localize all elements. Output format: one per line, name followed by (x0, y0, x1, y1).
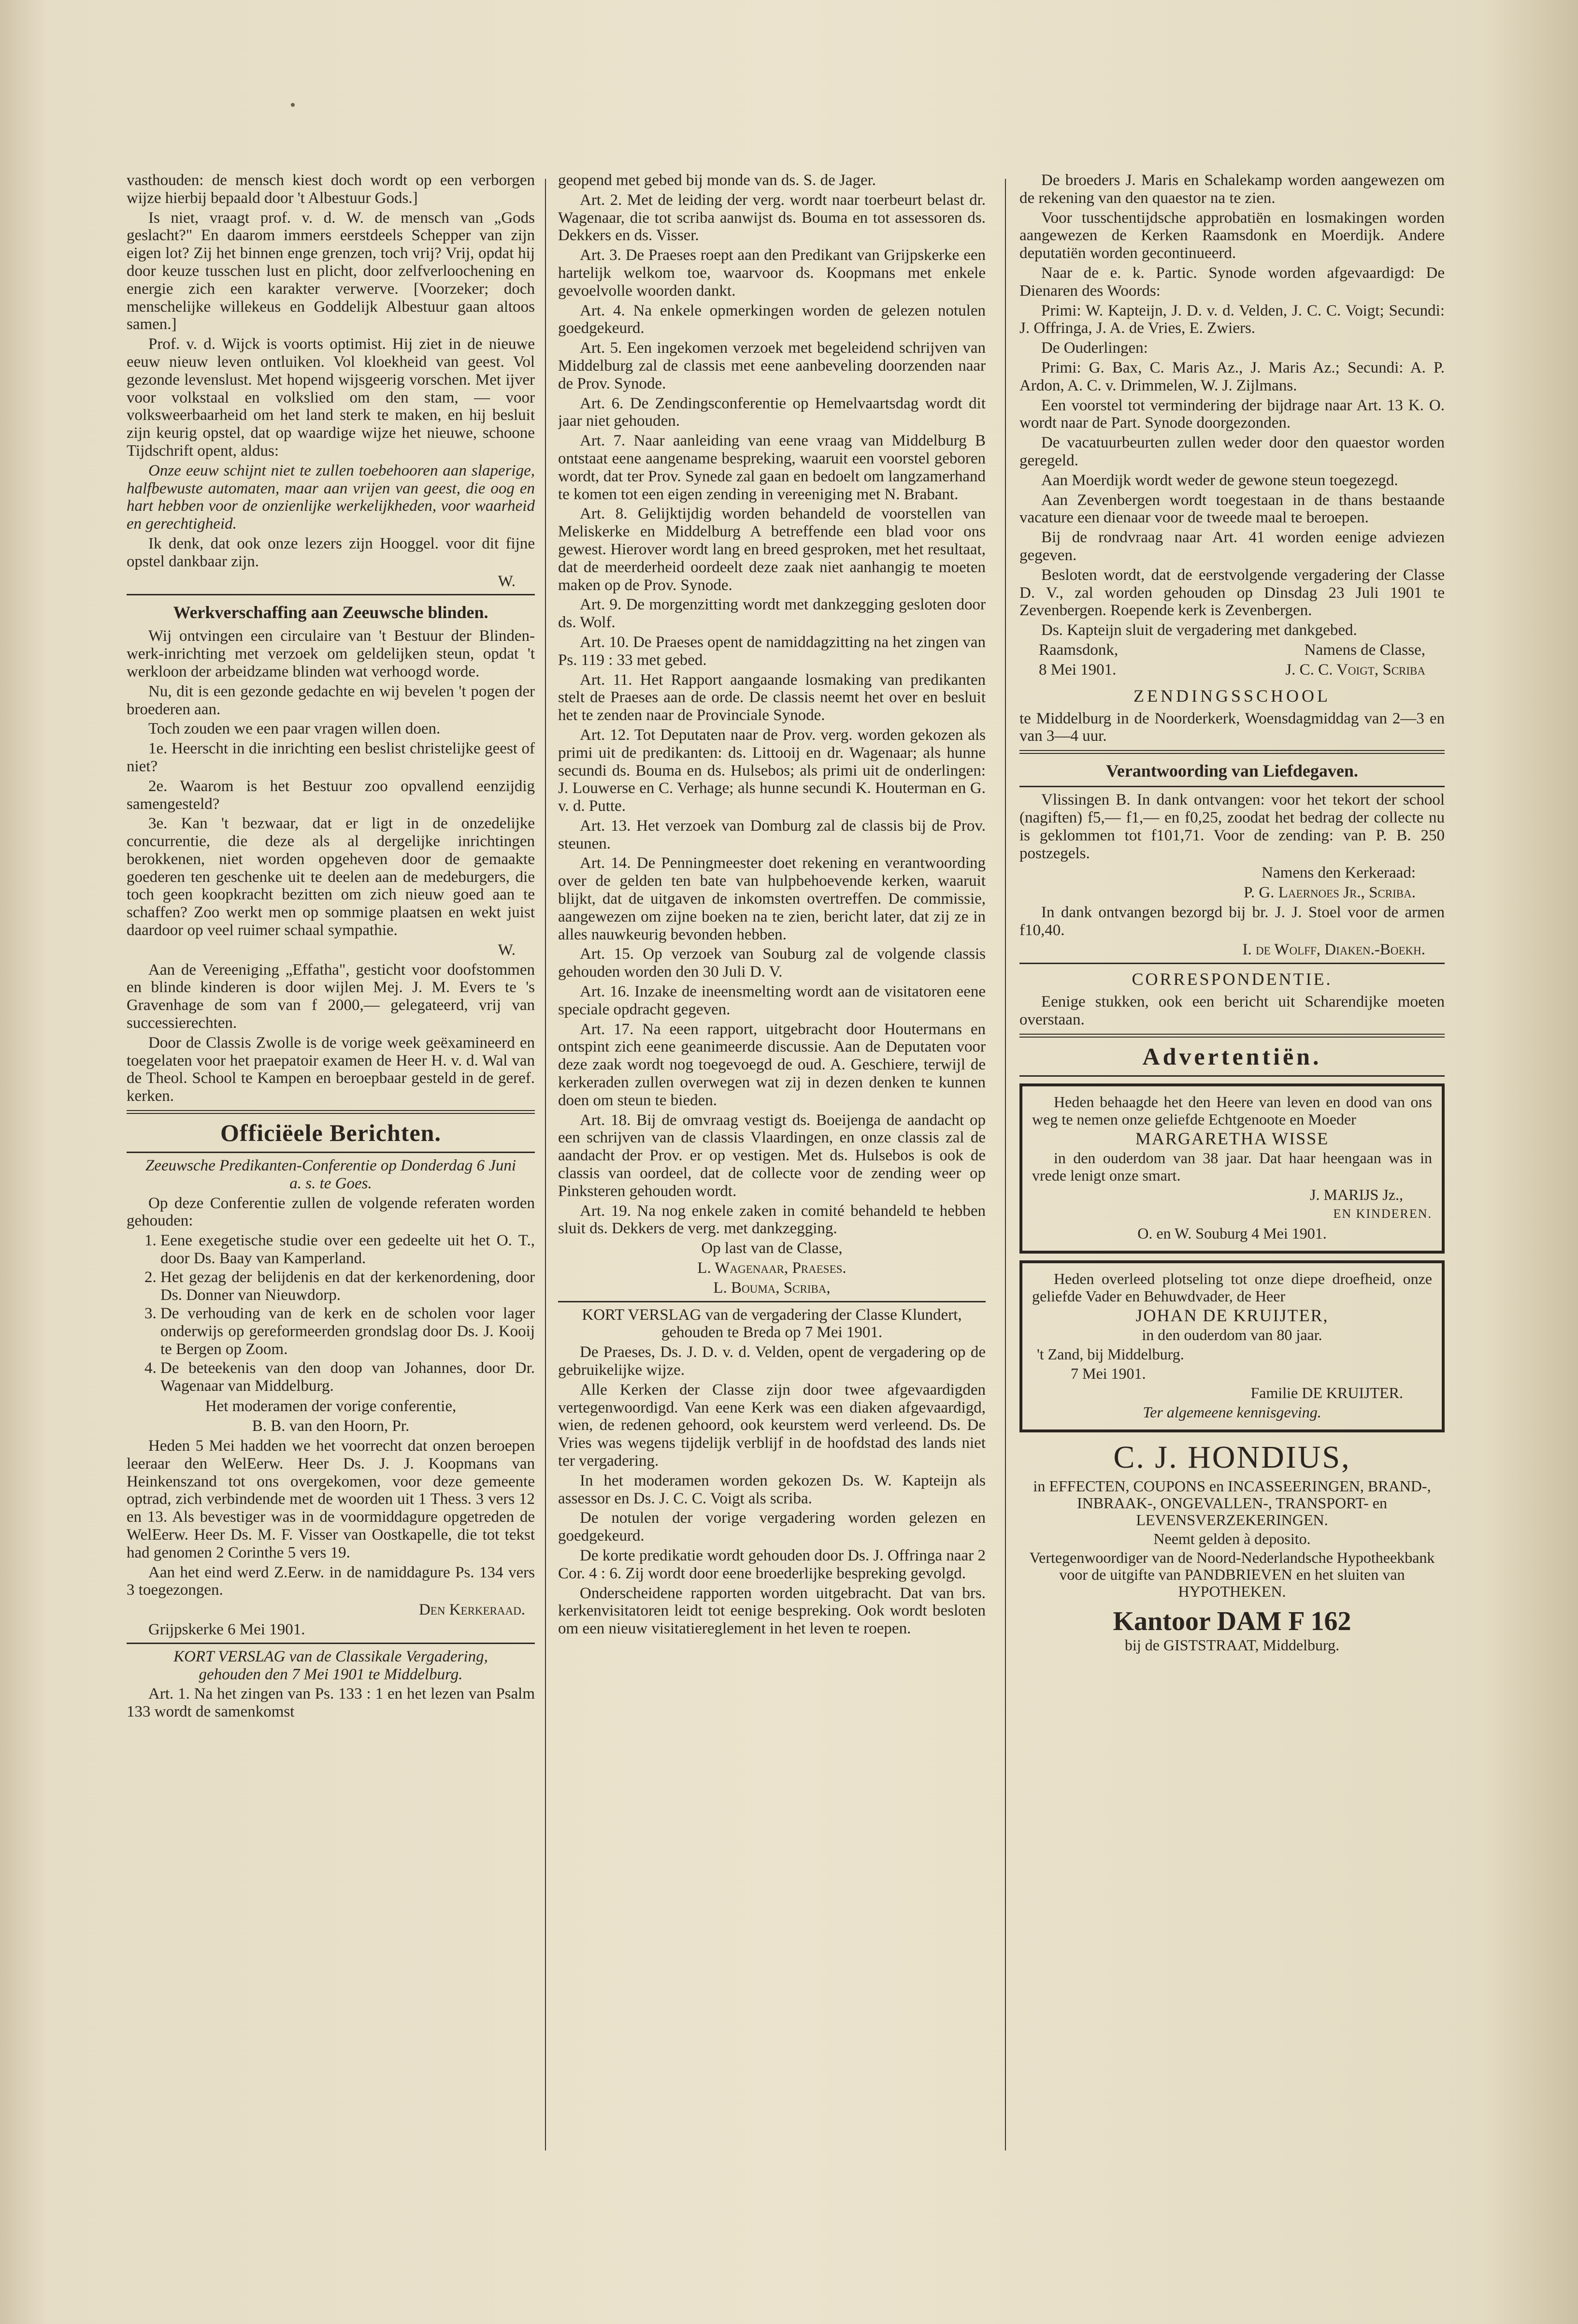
signature: Den Kerkeraad. (418, 1601, 525, 1619)
advertisement-obituary-1 (1019, 1083, 1445, 1254)
paragraph: Primi: W. Kapteijn, J. D. v. d. Velden, J. C. C. Voigt; Secundi: J. Offringa, J. A. de Vries, E. Zwiers. (1019, 302, 1445, 337)
ad-name: JOHAN DE KRUIJTER, (1135, 1305, 1329, 1325)
divider (127, 1110, 535, 1114)
divider (127, 594, 535, 595)
paragraph: Art. 6. De Zendingsconferentie op Hemelvaartsdag wordt dit jaar niet gehouden. (558, 394, 986, 430)
divider (127, 1152, 535, 1153)
paragraph: Art. 19. Na nog enkele zaken in comité behandeld te hebben sluit ds. Dekkers de verg. met dankzegging. (558, 1202, 986, 1238)
paragraph: De notulen der vorige vergadering worden gelezen en goedgekeurd. (558, 1509, 986, 1545)
page-spot (291, 103, 295, 107)
divider (558, 1301, 986, 1302)
list-item: 2. Het gezag der belijdenis en dat der kerkenordening, door Ds. Donner van Nieuwdorp. (160, 1269, 535, 1304)
paragraph: Ik denk, dat ook onze lezers zijn Hooggel. voor dit fijne opstel dankbaar zijn. (127, 534, 535, 570)
paragraph: Toch zouden we een paar vragen willen doen. (148, 720, 441, 738)
paragraph: Vlissingen B. In dank ontvangen: voor het tekort der school (nagiften) f5,— f1,— en f0,25, zoodat het bedrag der collecte nu is geklommen tot f101,71. Voor de zending: van P. B. 250 postzegels. (1019, 791, 1445, 862)
ad-text: Neemt gelden à deposito. (1153, 1530, 1311, 1547)
ad-text: Vertegenwoordiger van de Noord-Nederlandsche Hypotheekbank voor de uitgifte van PANDBRIEVEN en het sluiten van HYPOTHEKEN. (1029, 1548, 1435, 1600)
paragraph: Wij ontvingen een circulaire van 't Bestuur der Blinden-werk-inrichting met verzoek om geldelijken steun, opdat 't werkloon der arbeidzame blinden wat verhoogd worde. (127, 627, 535, 680)
referaten-list (127, 1232, 535, 1395)
paragraph: Onze eeuw schijnt niet te zullen toebehooren aan slaperige, halfbewuste automaten, maar aan vrijen van geest, die oog en hart hebben voor de onzienlijke werkelijkheden, voor waarheid en gerechtigheid. (127, 462, 535, 533)
signoff-row (1019, 641, 1445, 661)
paragraph: vasthouden: de mensch kiest doch wordt op een verborgen wijze hierbij bepaald door 't Albestuur Gods.] (127, 172, 535, 207)
paragraph: Aan Moerdijk wordt weder de gewone steun toegezegd. (1041, 471, 1398, 489)
section-heading: ZENDINGSSCHOOL (1133, 686, 1331, 706)
paragraph: In het moderamen worden gekozen Ds. W. Kapteijn als assessor en Ds. J. C. C. Voigt als scriba. (558, 1472, 986, 1507)
paragraph: Op deze Conferentie zullen de volgende referaten worden gehouden: (127, 1194, 535, 1230)
list-item: 3. De verhouding van de kerk en de scholen voor lager onderwijs op gereformeerden grondslag door Ds. J. Kooij te Bergen op Zoom. (160, 1305, 535, 1358)
paragraph: De vacatuurbeurten zullen weder door den quaestor worden geregeld. (1019, 434, 1445, 469)
paragraph: De broeders J. Maris en Schalekamp worden aangewezen om de rekening van den quaestor na te zien. (1019, 172, 1445, 207)
ad-text: Heden behaagde het den Heere van leven en dood van ons weg te nemen onze geliefde Echtgenoote en Moeder (1032, 1093, 1432, 1128)
paragraph: Nu, dit is een gezonde gedachte en wij bevelen 't pogen der broederen aan. (127, 682, 535, 718)
ad-signature: EN KINDEREN. (1333, 1206, 1432, 1221)
paragraph: Art. 11. Het Rapport aangaande losmaking van predikanten stelt de Praeses aan de orde. De classis neemt het over en besluit het te zenden naar de Provinciale Synode. (558, 671, 986, 724)
paragraph: Aan Zevenbergen wordt toegestaan in de thans bestaande vacature een dienaar voor de tweede maal te beroepen. (1019, 491, 1445, 527)
paragraph: Op last van de Classe, (701, 1240, 843, 1257)
paragraph: Art. 1. Na het zingen van Ps. 133 : 1 en het lezen van Psalm 133 wordt de samenkomst (127, 1685, 535, 1721)
ad-place: O. en W. Souburg 4 Mei 1901. (1137, 1224, 1327, 1242)
paragraph: Art. 18. Bij de omvraag vestigt ds. Boeijenga de aandacht op een schrijven van de classis Vlaardingen, en onze classis zal de aandacht der Prov. er op vestigen. Met ds. Hulsebos is ook de classis van oordeel, dat de collecte voor de zending weer op Pinksteren gehouden wordt. (558, 1111, 986, 1200)
ad-name: MARGARETHA WISSE (1135, 1128, 1329, 1148)
paragraph: Besloten wordt, dat de eerstvolgende vergadering der Classe D. V., zal worden gehouden op Dinsdag 23 Juli 1901 te Zevenbergen. Roepende kerk is Zevenbergen. (1019, 566, 1445, 620)
ad-text: in den ouderdom van 38 jaar. Dat haar heengaan was in vrede lenigt onze smart. (1032, 1149, 1432, 1184)
signature: J. C. C. Voigt, Scriba (1285, 661, 1425, 678)
paragraph: De Praeses, Ds. J. D. v. d. Velden, opent de vergadering op de gebruikelijke wijze. (558, 1343, 986, 1379)
paragraph: Prof. v. d. Wijck is voorts optimist. Hij ziet in de nieuwe eeuw nieuw leven ontluiken. Vol kloekheid van geest. Vol gezonde levenslust. Met hopend wijsgeerig vorschen. Met ijver voor volkstaal en volkslied om den stam, — voor volksweerbaarheid om het land sterk te maken, en hij besluit zijn keurig opstel, dat op waardige wijze het nieuwe, schoone Tijdschrift opent, aldus: (127, 335, 535, 460)
paragraph: Art. 7. Naar aanleiding van eene vraag van Middelburg B ontstaat eene aangename bespreking, waaruit een voorstel geboren wordt, dat ter Prov. Synede zal gaan en bedoelt om langzamerhand te komen tot een eigen zending in vereeniging met N. Brabant. (558, 432, 986, 503)
ad-text: Heden overleed plotseling tot onze diepe droefheid, onze geliefde Vader en Behuwdvader, de Heer (1032, 1270, 1432, 1305)
paragraph: Art. 10. De Praeses opent de namiddagzitting na het zingen van Ps. 119 : 33 met gebed. (558, 633, 986, 669)
ad-text: in den ouderdom van 80 jaar. (1142, 1326, 1322, 1343)
paragraph: Art. 5. Een ingekomen verzoek met begeleidend schrijven van Middelburg zal de classis met eene aanbeveling doorzenden naar de Prov. Synode. (558, 339, 986, 392)
subheading: KORT VERSLAG van de Classikale Vergadering, gehouden den 7 Mei 1901 te Middelburg. (173, 1647, 488, 1683)
paragraph: Art. 16. Inzake de ineensmelting wordt aan de visitatoren eene speciale opdracht gegeven. (558, 983, 986, 1018)
paragraph: 3e. Kan 't bezwaar, dat er ligt in de onzedelijke concurrentie, die deze als al dergelijke inrichtingen berokkenen, niet worden opgeheven door de gemaakte goederen ten geschenke uit te deelen aan de medeburgers, die toch geen koopkracht bezitten om zich nieuw goed aan te schaffen? Zoo werkt men op sommige plaatsen en wekt juist daardoor op veel ruimer schaal sympathie. (127, 815, 535, 939)
paragraph: Art. 13. Het verzoek van Domburg zal de classis bij de Prov. steunen. (558, 817, 986, 852)
signature: L. Bouma, Scriba, (713, 1279, 831, 1297)
signature: W. (498, 941, 516, 959)
ad-title: C. J. HONDIUS, (1113, 1439, 1351, 1475)
paragraph: In dank ontvangen bezorgd bij br. J. J. Stoel voor de armen f10,40. (1019, 903, 1445, 939)
ad-text: in EFFECTEN, COUPONS en INCASSEERINGEN, BRAND-, INBRAAK-, ONGEVALLEN-, TRANSPORT- en LEVENSVERZEKERINGEN. (1033, 1477, 1431, 1529)
paragraph: De Ouderlingen: (1041, 339, 1148, 357)
signature: W. (498, 572, 516, 590)
paragraph: Art. 12. Tot Deputaten naar de Prov. verg. worden gekozen als primi uit de predikanten: ds. Littooij en dr. Wagenaar; als hunne secundi ds. Bouma en ds. Hulsebos; als primi uit de onderlingen: J. Louwerse en C. Verhage; als hunne secundi K. Houterman en G. v. d. Putte. (558, 726, 986, 815)
signoff-row (1019, 661, 1445, 681)
section-heading: Werkverschaffing aan Zeeuwsche blinden. (173, 603, 488, 622)
ad-note: Ter algemeene kennisgeving. (1143, 1403, 1321, 1421)
divider (1019, 750, 1445, 754)
paragraph: Het moderamen der vorige conferentie, (205, 1398, 457, 1415)
paragraph: Art. 14. De Penningmeester doet rekening en verantwoording over de gelden ten bate van hulpbehoevende kerken, waaruit blijkt, dat de uitgaven de inkomsten overtreffen. De commissie, aangewezen om zijne boeken na te zien, bericht later, dat zij ze in alles nauwkeurig bevonden hebben. (558, 854, 986, 943)
paragraph: te Middelburg in de Noorderkerk, Woensdagmiddag van 2—3 en van 3—4 uur. (1019, 709, 1445, 745)
paragraph: Naar de e. k. Partic. Synode worden afgevaardigd: De Dienaren des Woords: (1019, 264, 1445, 300)
paragraph: Primi: G. Bax, C. Maris Az., J. Maris Az.; Secundi: A. P. Ardon, A. C. v. Drimmelen, W. J. Zijlmans. (1019, 359, 1445, 394)
paragraph: Alle Kerken der Classe zijn door twee afgevaardigden vertegenwoordigd. Van eene Kerk was een diaken afgevaardigd, wien, de redenen gehoord, ook keurstem werd verleend. Ds. De Vries was wegens tijdelijk verblijf in de hoofdstad des lands niet ter vergadering. (558, 1381, 986, 1470)
divider (127, 1643, 535, 1644)
paragraph: Art. 9. De morgenzitting wordt met dankzegging gesloten door ds. Wolf. (558, 596, 986, 632)
divider (1019, 1034, 1445, 1038)
subheading: Zeeuwsche Predikanten-Conferentie op Donderdag 6 Juni a. s. te Goes. (145, 1157, 516, 1192)
section-heading: Advertentiën. (1142, 1042, 1322, 1070)
paragraph: Een voorstel tot vermindering der bijdrage naar Art. 13 K. O. wordt naar de Part. Synode doorgezonden. (1019, 396, 1445, 432)
signature: B. B. van den Hoorn, Pr. (252, 1417, 410, 1435)
list-item: 4. De beteekenis van den doop van Johannes, door Dr. Wagenaar van Middelburg. (160, 1359, 535, 1395)
paragraph: Onderscheidene rapporten worden uitgebracht. Dat van brs. kerkenvisitatoren leidt tot eenige bespreking. Ook wordt besloten om een nieuw visitatiereglement in het leven te roepen. (558, 1584, 986, 1638)
paragraph: Art. 15. Op verzoek van Souburg zal de volgende classis gehouden worden den 30 Juli D. V. (558, 945, 986, 981)
paragraph: 1e. Heerscht in die inrichting een beslist christelijke geest of niet? (127, 740, 535, 775)
place: Raamsdonk, (1039, 641, 1119, 659)
date: 8 Mei 1901. (1039, 661, 1117, 678)
ad-signature: J. MARIJS Jz., (1310, 1185, 1403, 1203)
column-1 (127, 172, 535, 2177)
list-item: 1. Eene exegetische studie over een gedeelte uit het O. T., door Ds. Baay van Kamperland. (160, 1232, 535, 1268)
column-2 (558, 172, 986, 2177)
signature: P. G. Laernoes Jr., Scriba. (1244, 884, 1416, 902)
paragraph: geopend met gebed bij monde van ds. S. de Jager. (558, 172, 876, 189)
paragraph: 2e. Waarom is het Bestuur zoo opvallend eenzijdig samengesteld? (127, 777, 535, 813)
subheading: KORT VERSLAG van de vergadering der Classe Klundert, gehouden te Breda op 7 Mei 1901. (582, 1306, 962, 1342)
divider (1019, 1075, 1445, 1077)
ad-place: 't Zand, bij Middelburg. (1037, 1345, 1184, 1363)
advertisement-obituary-2 (1019, 1260, 1445, 1432)
paragraph: Namens den Kerkeraad: (1262, 864, 1416, 882)
paragraph: Is niet, vraagt prof. v. d. W. de mensch van „Gods geslacht?" En daarom immers eerstdeels Schepper van zijn eigen lot? Zij het binnen enge grenzen, toch vrij? Vrij, opdat hij door keuze tusschen lust en plicht, door zelfverloochening en energie zich een karakter verwerve. [Voorzeker; doch menschelijke willekeus en Goddelijk Albestuur gaan altoos samen.] (127, 209, 535, 333)
divider (1019, 786, 1445, 787)
paragraph: Eenige stukken, ook een bericht uit Scharendijke moeten overstaan. (1019, 993, 1445, 1029)
paragraph: Bij de rondvraag naar Art. 41 worden eenige adviezen gegeven. (1019, 529, 1445, 564)
column-rule-1 (545, 179, 546, 2151)
paragraph: Voor tusschentijdsche approbatiën en losmakingen worden aangewezen de Kerken Raamsdonk en Moerdijk. Andere deputatiën worden gecontinueerd. (1019, 209, 1445, 262)
ad-text: bij de GISTSTRAAT, Middelburg. (1124, 1636, 1340, 1654)
signature: I. de Wolff, Diaken.-Boekh. (1242, 941, 1425, 959)
paragraph: Door de Classis Zwolle is de vorige week geëxamineerd en toegelaten voor het praepatoir examen de Heer H. v. d. Wal van de Theol. School te Kampen en beroepbaar gesteld in de geref. kerken. (127, 1034, 535, 1105)
signature: Namens de Classe, (1304, 641, 1425, 659)
paragraph: Art. 4. Na enkele opmerkingen worden de gelezen notulen goedgekeurd. (558, 302, 986, 337)
signature: L. Wagenaar, Praeses. (697, 1259, 846, 1277)
ad-signature: Familie DE KRUIJTER. (1250, 1384, 1403, 1401)
paragraph: Art. 8. Gelijktijdig worden behandeld de voorstellen van Meliskerke en Middelburg A betreffende een blad voor ons gewest. Hierover wordt lang en breed gesproken, met het resultaat, dat de meerderheid oordeelt deze zaak niet aanhangig te moeten maken op de Prov. Synode. (558, 505, 986, 594)
paragraph: Grijpskerke 6 Mei 1901. (148, 1620, 305, 1638)
advertisement-hondius (1019, 1439, 1445, 1654)
paragraph: Art. 3. De Praeses roept aan den Predikant van Grijpskerke een hartelijk welkom toe, waarvoor ds. Koopmans met enkele gevoelvolle woorden dankt. (558, 246, 986, 300)
divider (1019, 963, 1445, 964)
paragraph: Heden 5 Mei hadden we het voorrecht dat onzen beroepen leeraar den WelEerw. Heer Ds. J. J. Koopmans van Heinkenszand tot ons overgekomen, voor deze gemeente optrad, zich verbindende met de woorden uit 1 Thess. 3 vers 12 en 13. Als bevestiger was in de voormiddagure opgetreden de WelEerw. Heer Ds. M. F. Visser van Oostkapelle, die tot tekst had genomen 2 Corinthe 5 vers 19. (127, 1437, 535, 1561)
ad-office: Kantoor DAM F 162 (1113, 1606, 1351, 1636)
paragraph: Art. 2. Met de leiding der verg. wordt naar toerbeurt belast dr. Wagenaar, die tot scriba aanwijst ds. Bouma en tot assessoren ds. Dekkers en ds. Visser. (558, 191, 986, 245)
paragraph: Art. 17. Na eeen rapport, uitgebracht door Houtermans en ontspint zich eene geanimeerde discussie. Aan de Deputaten voor deze zaak wordt nog toegevoegd de oud. A. Geschiere, terwijl de kerkeraden zullen overwegen wat zij in dezen denken te kunnen doen om steun te bieden. (558, 1020, 986, 1109)
column-3 (1019, 172, 1445, 2177)
column-rule-2 (1005, 179, 1006, 2151)
section-heading: Officiëele Berichten. (220, 1119, 441, 1147)
ad-date: 7 Mei 1901. (1071, 1364, 1146, 1382)
paragraph: Aan de Vereeniging „Effatha", gesticht voor doofstommen en blinde kinderen is door wijlen Mej. J. M. Evers te 's Gravenhage de som van f 2000,— gelegateerd, vrij van successierechten. (127, 961, 535, 1032)
paragraph: Ds. Kapteijn sluit de vergadering met dankgebed. (1041, 621, 1357, 639)
section-heading: CORRESPONDENTIE. (1132, 969, 1333, 989)
paragraph: Aan het eind werd Z.Eerw. in de namiddagure Ps. 134 vers 3 toegezongen. (127, 1563, 535, 1599)
paragraph: De korte predikatie wordt gehouden door Ds. J. Offringa naar 2 Cor. 4 : 6. Zij wordt door eene broederlijke bespreking gevolgd. (558, 1546, 986, 1582)
section-heading: Verantwoording van Liefdegaven. (1106, 761, 1358, 781)
